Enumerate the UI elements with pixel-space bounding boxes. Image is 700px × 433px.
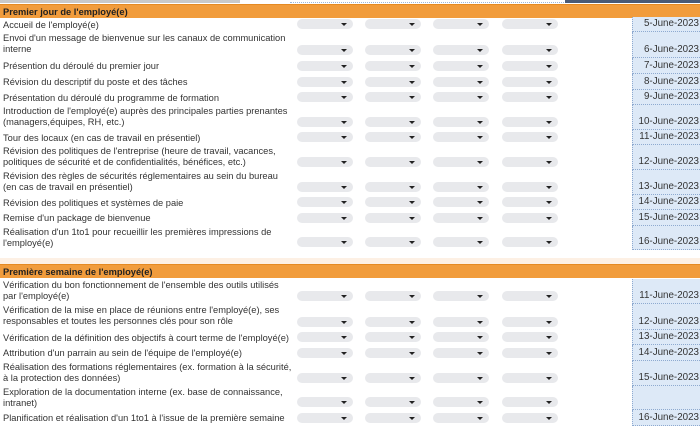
task-label: Révision des règles de sécurités réglementaires au sein du bureau (en cas de travail en présentiel) xyxy=(3,171,278,192)
status-dropdown-4[interactable] xyxy=(502,45,558,55)
task-row xyxy=(0,330,700,345)
status-dropdown-1[interactable] xyxy=(297,61,353,71)
status-dropdown-2[interactable] xyxy=(365,348,421,358)
status-dropdown-4[interactable] xyxy=(502,77,558,87)
task-label: Réalisation des formations réglementaires (ex. formation à la sécurité, à la protection des données) xyxy=(3,362,292,383)
status-dropdown-4[interactable] xyxy=(502,332,558,342)
status-dropdown-3[interactable] xyxy=(433,317,489,327)
task-row xyxy=(0,361,700,386)
status-dropdown-3[interactable] xyxy=(433,197,489,207)
status-dropdown-2[interactable] xyxy=(365,117,421,127)
task-row xyxy=(0,105,700,130)
task-label: Introduction de l'employé(e) auprès des principales parties prenantes (managers,équipes, RH, etc.) xyxy=(3,106,288,127)
task-label: Présention du déroulé du premier jour xyxy=(3,61,160,71)
status-dropdown-3[interactable] xyxy=(433,413,489,423)
task-label: Accueil de l'employé(e) xyxy=(3,20,99,30)
date-cell[interactable] xyxy=(632,145,700,170)
status-dropdown-4[interactable] xyxy=(502,197,558,207)
status-dropdown-2[interactable] xyxy=(365,317,421,327)
task-row xyxy=(0,410,700,426)
status-dropdown-3[interactable] xyxy=(433,213,489,223)
status-dropdown-1[interactable] xyxy=(297,397,353,407)
status-dropdown-3[interactable] xyxy=(433,237,489,247)
status-dropdown-3[interactable] xyxy=(433,117,489,127)
status-dropdown-1[interactable] xyxy=(297,182,353,192)
status-dropdown-3[interactable] xyxy=(433,373,489,383)
task-label: Vérification de la mise en place de réunions entre l'employé(e), ses responsables et toutes les personnes clés pour son rôle xyxy=(3,305,280,326)
status-dropdown-4[interactable] xyxy=(502,397,558,407)
status-dropdown-2[interactable] xyxy=(365,132,421,142)
status-dropdown-1[interactable] xyxy=(297,213,353,223)
status-dropdown-3[interactable] xyxy=(433,19,489,29)
date-value: 14-June-2023 xyxy=(638,347,699,358)
status-dropdown-2[interactable] xyxy=(365,182,421,192)
date-cell[interactable] xyxy=(632,170,700,195)
status-dropdown-1[interactable] xyxy=(297,19,353,29)
status-dropdown-1[interactable] xyxy=(297,92,353,102)
status-dropdown-3[interactable] xyxy=(433,397,489,407)
status-dropdown-1[interactable] xyxy=(297,237,353,247)
task-row xyxy=(0,74,700,90)
task-row xyxy=(0,58,700,74)
status-dropdown-4[interactable] xyxy=(502,182,558,192)
task-row xyxy=(0,226,700,250)
status-dropdown-2[interactable] xyxy=(365,373,421,383)
section-header: Premier jour de l'employé(e) xyxy=(0,4,700,18)
status-dropdown-2[interactable] xyxy=(365,45,421,55)
status-dropdown-3[interactable] xyxy=(433,157,489,167)
status-dropdown-1[interactable] xyxy=(297,413,353,423)
status-dropdown-3[interactable] xyxy=(433,77,489,87)
status-dropdown-4[interactable] xyxy=(502,348,558,358)
task-label: Exploration de la documentation interne (ex. base de connaissance, intranet) xyxy=(3,387,283,408)
date-value: 8-June-2023 xyxy=(643,76,699,87)
status-dropdown-4[interactable] xyxy=(502,61,558,71)
date-cell[interactable] xyxy=(632,105,700,130)
status-dropdown-1[interactable] xyxy=(297,348,353,358)
date-value: 16-June-2023 xyxy=(638,236,699,247)
status-dropdown-2[interactable] xyxy=(365,61,421,71)
section-header: Première semaine de l'employé(e) xyxy=(0,264,700,278)
task-label: Planification et réalisation d'un 1to1 à l'issue de la première semaine xyxy=(3,413,285,423)
status-dropdown-3[interactable] xyxy=(433,332,489,342)
status-dropdown-2[interactable] xyxy=(365,397,421,407)
date-cell[interactable] xyxy=(632,195,700,210)
task-row xyxy=(0,32,700,58)
status-dropdown-4[interactable] xyxy=(502,373,558,383)
date-cell[interactable] xyxy=(632,345,700,361)
date-cell[interactable] xyxy=(632,32,700,58)
date-cell[interactable] xyxy=(632,130,700,145)
date-cell[interactable] xyxy=(632,90,700,105)
task-row xyxy=(0,145,700,170)
status-dropdown-2[interactable] xyxy=(365,197,421,207)
date-cell[interactable] xyxy=(632,304,700,330)
status-dropdown-1[interactable] xyxy=(297,197,353,207)
date-value: 13-June-2023 xyxy=(638,181,699,192)
status-dropdown-3[interactable] xyxy=(433,61,489,71)
date-value: 12-June-2023 xyxy=(638,316,699,327)
status-dropdown-2[interactable] xyxy=(365,332,421,342)
task-row xyxy=(0,90,700,105)
status-dropdown-1[interactable] xyxy=(297,317,353,327)
task-row xyxy=(0,279,700,304)
task-label: Attribution d'un parrain au sein de l'équipe de l'employé(e) xyxy=(3,348,242,358)
status-dropdown-2[interactable] xyxy=(365,291,421,301)
task-row xyxy=(0,170,700,195)
status-dropdown-1[interactable] xyxy=(297,132,353,142)
task-label: Vérification de la définition des objectifs à court terme de l'employé(e) xyxy=(3,333,289,343)
status-dropdown-2[interactable] xyxy=(365,413,421,423)
task-row xyxy=(0,345,700,361)
status-dropdown-4[interactable] xyxy=(502,413,558,423)
status-dropdown-2[interactable] xyxy=(365,237,421,247)
date-value: 14-June-2023 xyxy=(638,196,699,207)
date-cell[interactable] xyxy=(632,74,700,90)
date-cell[interactable] xyxy=(632,279,700,304)
status-dropdown-2[interactable] xyxy=(365,77,421,87)
date-value: 5-June-2023 xyxy=(643,18,699,29)
task-label: Révision des politiques de l'entreprise (heure de travail, vacances, politiques de sécurité et de confidentialités, bénéfices, etc.) xyxy=(3,146,276,167)
status-dropdown-4[interactable] xyxy=(502,157,558,167)
date-value: 15-June-2023 xyxy=(638,212,699,223)
task-label: Vérification du bon fonctionnement de l'ensemble des outils utilisés par l'employé(e) xyxy=(3,280,279,301)
date-value: 9-June-2023 xyxy=(643,91,699,102)
status-dropdown-4[interactable] xyxy=(502,317,558,327)
status-dropdown-3[interactable] xyxy=(433,92,489,102)
date-cell[interactable] xyxy=(632,330,700,345)
date-value: 7-June-2023 xyxy=(643,60,699,71)
status-dropdown-4[interactable] xyxy=(502,92,558,102)
date-cell[interactable] xyxy=(632,210,700,226)
task-row xyxy=(0,304,700,330)
date-value: 10-June-2023 xyxy=(638,116,699,127)
status-dropdown-1[interactable] xyxy=(297,332,353,342)
date-cell[interactable] xyxy=(632,58,700,74)
task-label: Envoi d'un message de bienvenue sur les canaux de communication interne xyxy=(3,33,286,54)
status-dropdown-2[interactable] xyxy=(365,213,421,223)
date-cell[interactable] xyxy=(632,410,700,426)
date-value: 12-June-2023 xyxy=(638,156,699,167)
task-row xyxy=(0,195,700,210)
task-label: Présentation du déroulé du programme de formation xyxy=(3,93,220,103)
status-dropdown-4[interactable] xyxy=(502,213,558,223)
status-dropdown-3[interactable] xyxy=(433,291,489,301)
task-label: Réalisation d'un 1to1 pour recueillir les premières impressions de l'employé(e) xyxy=(3,227,272,248)
status-dropdown-2[interactable] xyxy=(365,157,421,167)
task-row xyxy=(0,130,700,145)
date-value: 11-June-2023 xyxy=(639,131,699,142)
status-dropdown-2[interactable] xyxy=(365,19,421,29)
status-dropdown-1[interactable] xyxy=(297,77,353,87)
date-cell[interactable] xyxy=(632,361,700,386)
date-value: 6-June-2023 xyxy=(643,44,699,55)
task-label: Révision des politiques et systèmes de paie xyxy=(3,198,184,208)
task-row xyxy=(0,17,700,32)
date-value: 15-June-2023 xyxy=(638,372,699,383)
status-dropdown-1[interactable] xyxy=(297,291,353,301)
date-value: 13-June-2023 xyxy=(638,331,699,342)
status-dropdown-3[interactable] xyxy=(433,45,489,55)
status-dropdown-4[interactable] xyxy=(502,132,558,142)
task-row xyxy=(0,210,700,226)
status-dropdown-1[interactable] xyxy=(297,45,353,55)
status-dropdown-1[interactable] xyxy=(297,117,353,127)
status-dropdown-4[interactable] xyxy=(502,237,558,247)
status-dropdown-2[interactable] xyxy=(365,92,421,102)
task-label: Révision du descriptif du poste et des tâches xyxy=(3,77,188,87)
status-dropdown-1[interactable] xyxy=(297,157,353,167)
status-dropdown-4[interactable] xyxy=(502,117,558,127)
date-value: 11-June-2023 xyxy=(639,290,699,301)
date-cell[interactable] xyxy=(632,17,700,32)
date-cell[interactable] xyxy=(632,226,700,250)
status-dropdown-3[interactable] xyxy=(433,348,489,358)
date-cell[interactable] xyxy=(632,386,700,410)
task-row xyxy=(0,386,700,410)
status-dropdown-1[interactable] xyxy=(297,373,353,383)
date-value: 16-June-2023 xyxy=(638,412,699,423)
status-dropdown-4[interactable] xyxy=(502,291,558,301)
status-dropdown-4[interactable] xyxy=(502,19,558,29)
status-dropdown-3[interactable] xyxy=(433,132,489,142)
task-label: Remise d'un package de bienvenue xyxy=(3,213,151,223)
task-label: Tour des locaux (en cas de travail en présentiel) xyxy=(3,133,201,143)
status-dropdown-3[interactable] xyxy=(433,182,489,192)
